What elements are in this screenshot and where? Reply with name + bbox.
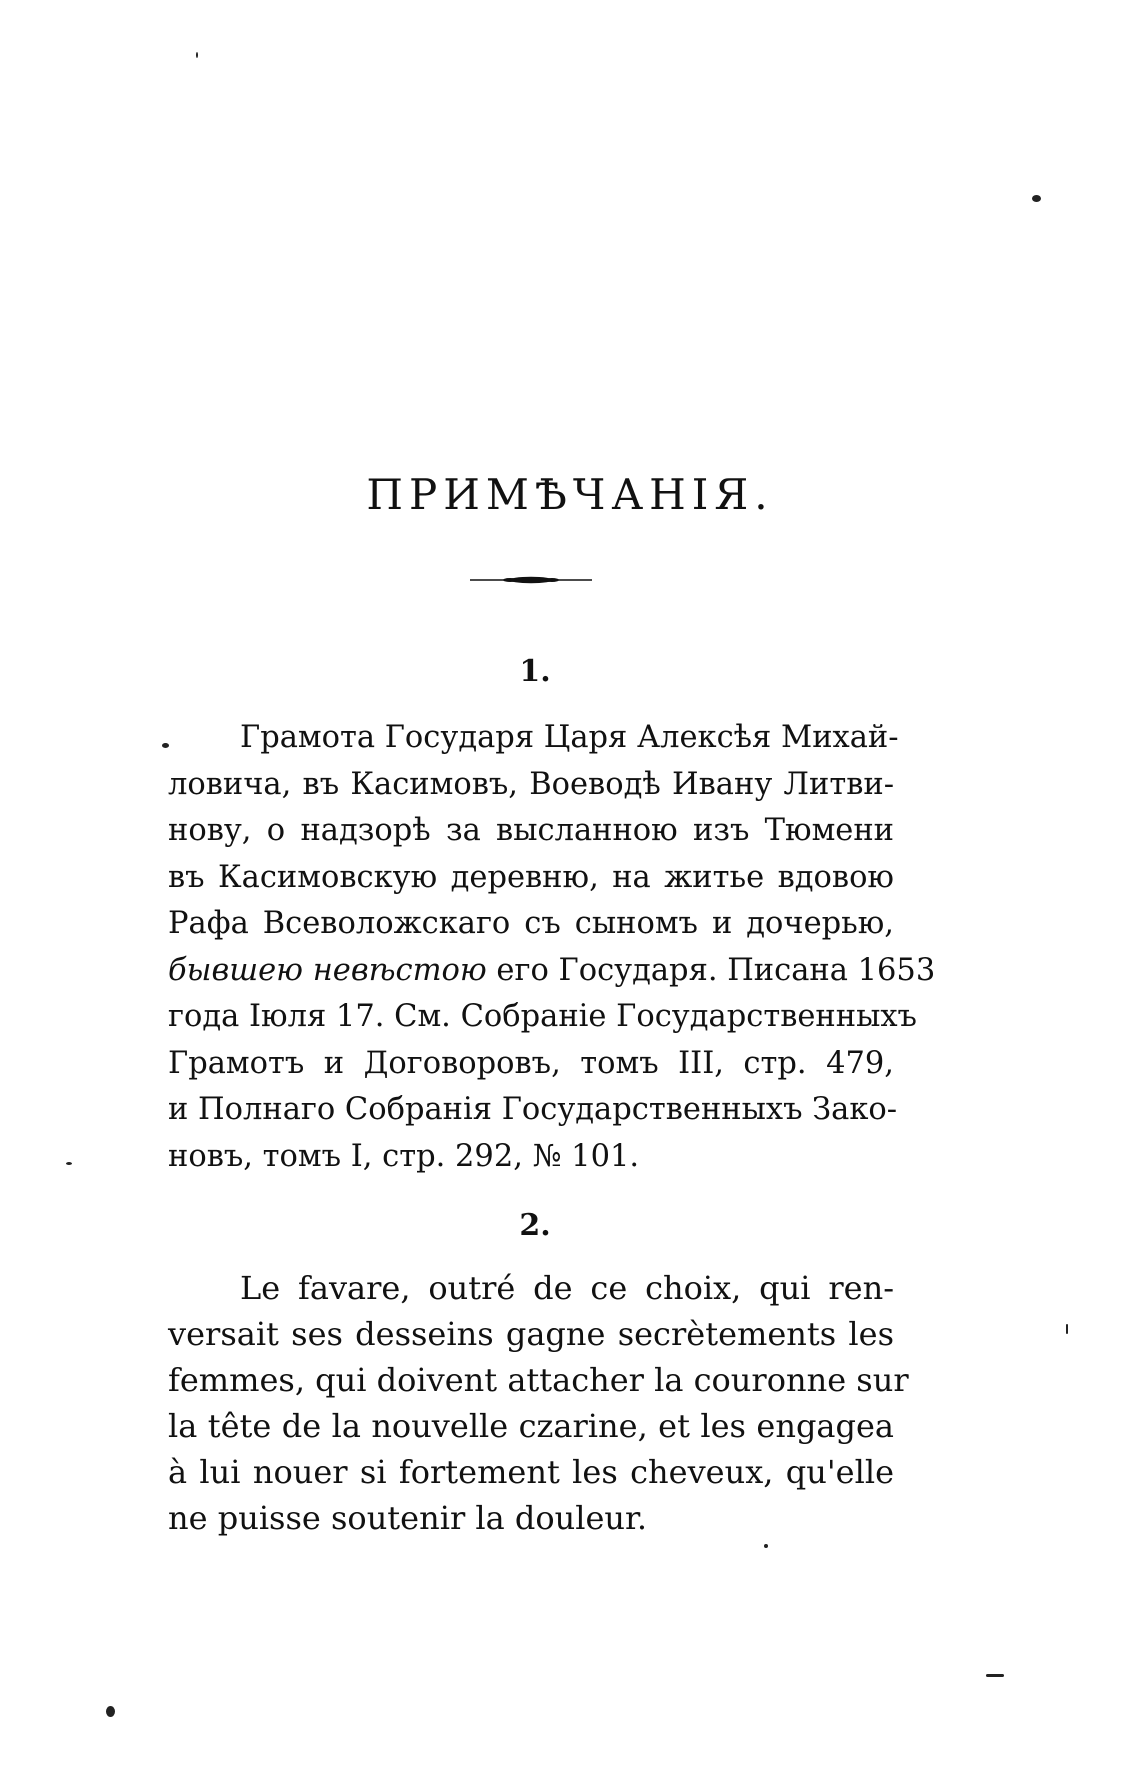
- text-line: ловича, въ Касимовъ, Воеводѣ Ивану Литви-: [168, 766, 894, 802]
- text-line: ne puisse soutenir la douleur.: [168, 1499, 647, 1537]
- note-number: 2.: [519, 1208, 551, 1243]
- italic-phrase: бывшею невѣстою: [168, 952, 487, 988]
- text-line-mixed: [168, 948, 936, 995]
- scan-speck: [162, 743, 169, 748]
- text-line: Грамота Государя Царя Алексѣя Михай-: [240, 720, 899, 755]
- scan-speck: [1066, 1324, 1068, 1334]
- text-line: новъ, томъ I, стр. 292, № 101.: [168, 1138, 640, 1174]
- note-2-text: [168, 1265, 909, 1541]
- text-line: versait ses desseins gagne secrètements les: [168, 1315, 894, 1353]
- text-fragment: его Государя. Писана 1653: [496, 952, 936, 988]
- scan-speck: [106, 1706, 115, 1717]
- note-number: 1.: [519, 654, 551, 689]
- page-title: ПРИМѢЧАНІЯ.: [366, 470, 774, 519]
- text-line: года Іюля 17. См. Собраніе Государственныхъ: [168, 999, 917, 1034]
- scan-speck: [1032, 195, 1041, 202]
- text-line: и Полнаго Собранія Государственныхъ Зако-: [168, 1092, 898, 1127]
- scan-speck: [66, 1162, 72, 1165]
- scan-speck: [986, 1674, 1004, 1677]
- ornament-divider: [470, 574, 592, 586]
- text-line: femmes, qui doivent attacher la couronne sur: [168, 1361, 909, 1399]
- text-line: Грамотъ и Договоровъ, томъ III, стр. 479,: [168, 1045, 894, 1081]
- scan-speck: [196, 52, 198, 58]
- text-line: à lui nouer si fortement les cheveux, qu'elle: [168, 1453, 894, 1491]
- note-1-text: [168, 715, 936, 1180]
- text-line: Le favare, outré de ce choix, qui ren-: [240, 1269, 894, 1307]
- text-line: la tête de la nouvelle czarine, et les engagea: [168, 1407, 894, 1445]
- text-line: нову, о надзорѣ за высланною изъ Тюмени: [168, 813, 894, 848]
- text-line: Рафа Всеволожскаго съ сыномъ и дочерью,: [168, 906, 894, 941]
- text-line: въ Касимовскую деревню, на житье вдовою: [168, 859, 894, 895]
- scan-speck: [764, 1544, 768, 1548]
